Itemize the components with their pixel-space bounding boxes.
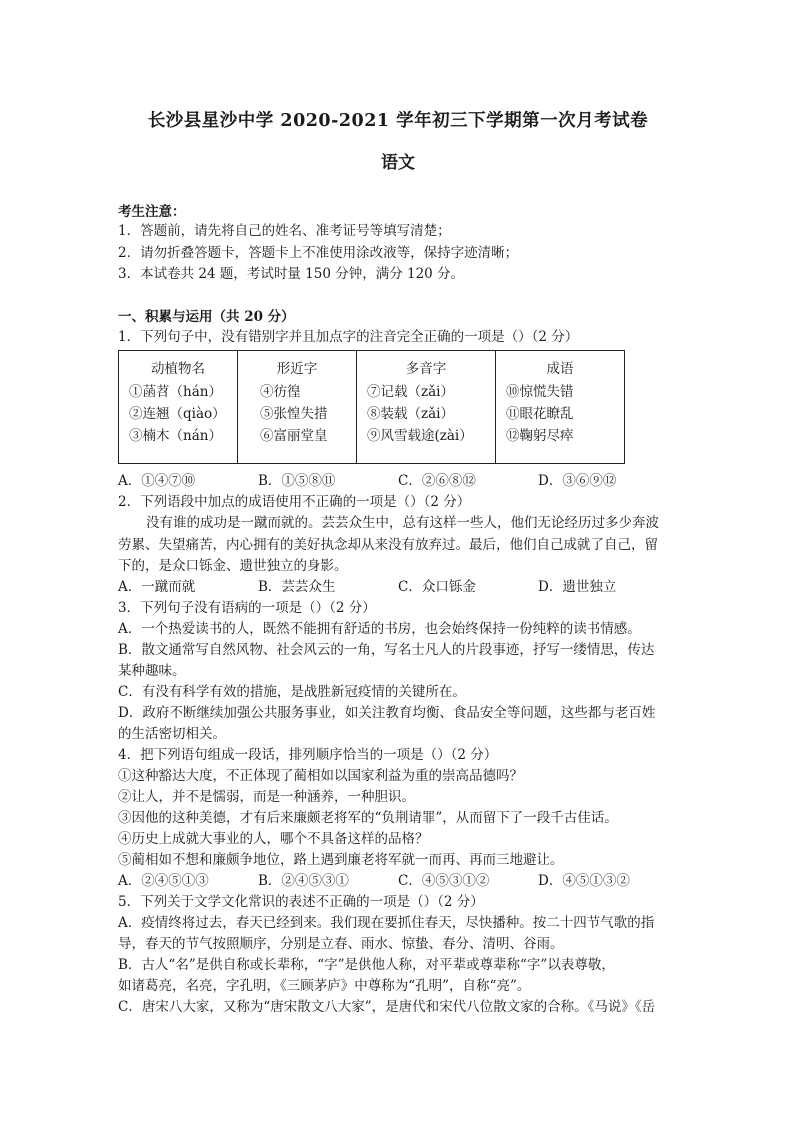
table-cell <box>238 351 357 464</box>
notice-item: 2．请勿折叠答题卡，答题卡上不准使用涂改液等，保持字迹清晰； <box>118 245 519 261</box>
table-item: ④彷徨 <box>260 384 301 400</box>
q1-options <box>118 471 678 491</box>
table-item: ⑥富丽堂皇 <box>260 428 328 444</box>
passage-line: 劳累、失望痛苦，内心拥有的美好执念却从来没有放弃过。最后，他们自己成就了自己，留 <box>118 537 658 553</box>
option-b[interactable]: B．芸芸众生 <box>258 579 336 595</box>
table-item: ⑫鞠躬尽瘁 <box>506 428 574 444</box>
option-line[interactable]: A．一个热爱读书的人，既然不能拥有舒适的书房，也会始终保持一份纯粹的读书情感。 <box>118 621 641 637</box>
option-d[interactable]: D．遗世独立 <box>538 579 617 595</box>
table-item: ①菡苕（hán） <box>129 384 222 400</box>
option-line[interactable]: C．有没有科学有效的措施，是战胜新冠疫情的关键所在。 <box>118 684 466 700</box>
table-head: 形近字 <box>276 361 318 377</box>
notice-item: 3．本试卷共 24 题，考试时量 150 分钟，满分 120 分。 <box>118 266 465 282</box>
passage-line: 没有谁的成功是一蹴而就的。芸芸众生中，总有这样一些人，他们无论经历过多少奔波 <box>146 515 659 531</box>
question-stem: 4．把下列语句组成一段话，排列顺序恰当的一项是（）（2 分） <box>118 747 498 763</box>
question-stem: 5．下列关于文学文化常识的表述不正确的一项是（）（2 分） <box>118 894 484 910</box>
question-stem: 3．下列句子没有语病的一项是（）（2 分） <box>118 600 376 616</box>
table-head: 成语 <box>546 361 574 377</box>
option-line[interactable]: C．唐宋八大家，又称为“唐宋散文八大家”，是唐代和宋代八位散文家的合称。《马说》《岳 <box>118 999 656 1015</box>
option-c[interactable]: C．④⑤③①② <box>398 873 490 889</box>
option-line: 的生活密切相关。 <box>118 726 226 742</box>
sentence-line: ④历史上成就大事业的人，哪个不具备这样的品格？ <box>118 831 429 847</box>
option-a[interactable]: A．②④⑤①③ <box>118 873 209 889</box>
exam-title: 长沙县星沙中学 2020-2021 学年初三下学期第一次月考试卷 <box>147 111 649 131</box>
option-c[interactable]: C．众口铄金 <box>398 579 476 595</box>
option-line: 导，春天的节气按照顺序，分别是立春、雨水、惊蛰、春分、清明、谷雨。 <box>118 936 564 952</box>
option-c[interactable]: C．②⑥⑧⑫ <box>398 473 476 489</box>
option-b[interactable]: B．①⑤⑧⑪ <box>258 473 336 489</box>
sentence-line: ③因他的这种美德，才有后来廉颇老将军的“负荆请罪”，从而留下了一段千古佳话。 <box>118 810 618 826</box>
option-line: 如诸葛亮，名亮，字孔明，《三顾茅庐》中尊称为“孔明”，自称“亮”。 <box>118 978 531 994</box>
table-item: ⑤张惶失措 <box>260 406 328 422</box>
table-cell <box>357 351 496 464</box>
table-item: ②连翘（qiào） <box>129 406 226 422</box>
table-item: ⑩惊慌失错 <box>506 384 574 400</box>
q2-options <box>118 577 678 597</box>
notice-item: 1．答题前，请先将自己的姓名、准考证号等填写清楚； <box>118 223 451 239</box>
option-b[interactable]: B．②④⑤③① <box>258 873 349 889</box>
table-item: ⑨风雪载途(zài） <box>367 428 473 444</box>
table-head: 多音字 <box>405 361 447 377</box>
sentence-line: ⑤蔺相如不想和廉颇争地位，路上遇到廉老将军就一而再、再而三地避让。 <box>118 852 564 868</box>
option-d[interactable]: D．③⑥⑨⑫ <box>538 473 617 489</box>
option-line: 某种趣味。 <box>118 663 186 679</box>
option-a[interactable]: A．①④⑦⑩ <box>118 473 196 489</box>
option-line[interactable]: B．古人“名”是供自称或长辈称，“字”是供他人称，对平辈或尊辈称“字”以表尊敬， <box>118 957 615 973</box>
passage-line: 下的，是众口铄金、遗世独立的身影。 <box>118 558 348 574</box>
notice-heading: 考生注意： <box>118 204 186 220</box>
table-cell <box>119 351 238 464</box>
question-stem: 1．下列句子中，没有错别字并且加点字的注音完全正确的一项是（）（2 分） <box>118 329 579 345</box>
table-cell <box>496 351 625 464</box>
sentence-line: ①这种豁达大度，不正体现了蔺相如以国家利益为重的崇高品德吗？ <box>118 768 523 784</box>
table-item: ⑪眼花瞭乱 <box>506 406 574 422</box>
q1-word-table <box>118 350 625 464</box>
option-line[interactable]: A．疫情终将过去，春天已经到来。我们现在要抓住春天，尽快播种。按二十四节气歌的指 <box>118 915 655 931</box>
option-d[interactable]: D．④⑤①③② <box>538 873 630 889</box>
subject-title: 语文 <box>381 153 415 173</box>
table-item: ⑦记载（zǎi） <box>367 384 454 400</box>
option-a[interactable]: A．一蹴而就 <box>118 579 196 595</box>
sentence-line: ②让人，并不是懦弱，而是一种涵养，一种胆识。 <box>118 789 415 805</box>
option-line[interactable]: B．散文通常写自然风物、社会风云的一角，写名士凡人的片段事迹，抒写一缕情思，传达 <box>118 642 655 658</box>
table-item: ⑧装载（zǎi） <box>367 406 454 422</box>
table-head: 动植物名 <box>151 361 205 377</box>
table-item: ③楠木（nán） <box>129 428 222 444</box>
question-stem: 2．下列语段中加点的成语使用不正确的一项是（）（2 分） <box>118 494 471 510</box>
option-line[interactable]: D．政府不断继续加强公共服务事业，如关注教育均衡、食品安全等问题，这些都与老百姓 <box>118 705 656 721</box>
section-heading: 一、积累与运用（共 20 分） <box>118 309 295 325</box>
q4-options <box>118 871 678 891</box>
